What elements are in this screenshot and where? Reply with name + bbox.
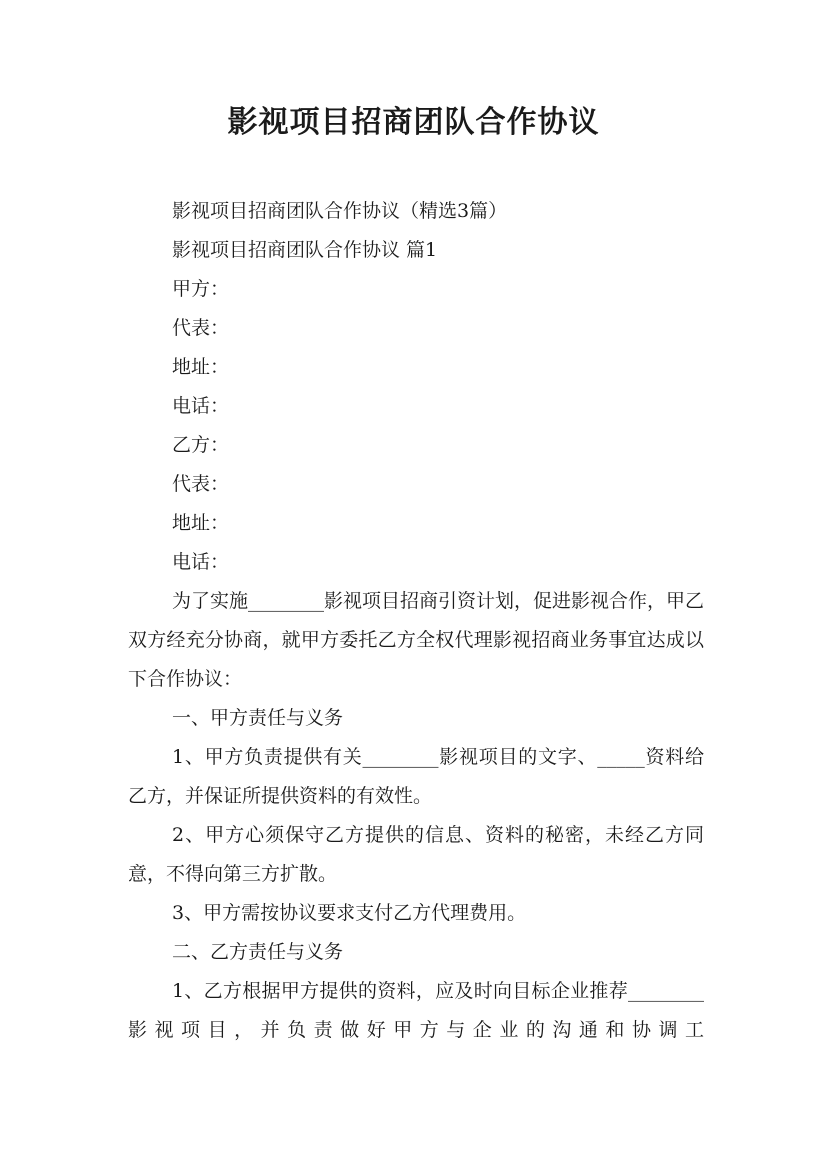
party-b-address: 地址： — [172, 512, 230, 534]
section-b-item-1: 1、乙方根据甲方提供的资料，应及时向目标企业推荐________影视项目，并负责做好甲方与企业的沟通和协调工 — [128, 980, 704, 1041]
party-a-phone: 电话： — [172, 395, 230, 417]
section-a-title: 一、甲方责任与义务 — [172, 707, 344, 729]
document-title: 影视项目招商团队合作协议 — [227, 105, 600, 140]
section-a-item-2: 2、甲方心须保守乙方提供的信息、资料的秘密，未经乙方同意，不得向第三方扩散。 — [128, 824, 704, 885]
section-heading: 影视项目招商团队合作协议 篇1 — [172, 239, 438, 261]
intro-paragraph: 为了实施________影视项目招商引资计划，促进影视合作，甲乙双方经充分协商，就甲方委托乙方全权代理影视招商业务事宜达成以下合作协议： — [128, 590, 705, 690]
section-a-item-3: 3、甲方需按协议要求支付乙方代理费用。 — [172, 902, 527, 924]
document-body — [128, 192, 704, 1050]
party-a-label: 甲方： — [172, 278, 230, 300]
document-subtitle: 影视项目招商团队合作协议（精选3篇） — [172, 200, 508, 222]
section-b-title: 二、乙方责任与义务 — [172, 941, 344, 963]
party-b-label: 乙方： — [172, 434, 230, 456]
party-a-rep: 代表： — [172, 317, 230, 339]
party-a-address: 地址： — [172, 356, 230, 378]
section-a-item-1: 1、甲方负责提供有关________影视项目的文字、_____资料给乙方，并保证所提供资料的有效性。 — [128, 746, 704, 807]
party-b-rep: 代表： — [172, 473, 230, 495]
party-b-phone: 电话： — [172, 551, 230, 573]
